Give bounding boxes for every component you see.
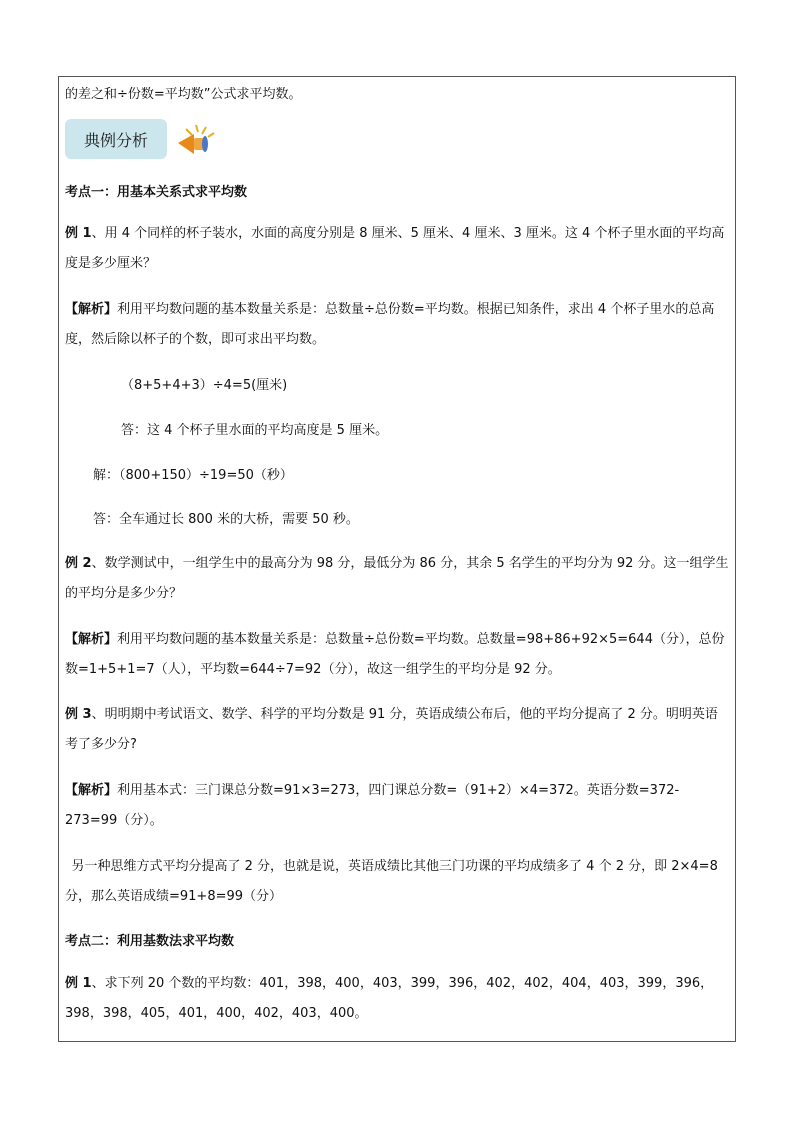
- example3-analysis: [65, 776, 729, 836]
- example3-analysis-text: 利用基本式：三门课总分数=91×3=273，四门课总分数=（91+2）×4=372。英语分数=372-273=99（分）。: [65, 783, 680, 828]
- example1-solution2: 解：（800+150）÷19=50（秒）: [93, 468, 293, 483]
- example3-label: 例 3: [65, 707, 92, 722]
- megaphone-icon: [172, 123, 222, 163]
- section-badge-label: 典例分析: [83, 130, 148, 150]
- content-frame: [58, 76, 736, 1042]
- example3-alternative: 另一种思维方式平均分提高了 2 分，也就是说，英语成绩比其他三门功课的平均成绩多了 4 个 2 分，即 2×4=8 分，那么英语成绩=91+8=99（分）: [65, 859, 718, 904]
- example2-label: 例 2: [65, 556, 92, 571]
- example1-analysis-label: 【解析】: [65, 302, 118, 317]
- example1-question: [65, 219, 729, 279]
- example4-label: 例 1: [65, 976, 92, 991]
- example4-question: [65, 969, 729, 1029]
- point2-title: 考点二：利用基数法求平均数: [65, 934, 235, 949]
- example3-question: [65, 700, 729, 760]
- example1-text: 、用 4 个同样的杯子装水，水面的高度分别是 8 厘米、5 厘米、4 厘米、3 厘米。这 4 个杯子里水面的平均高度是多少厘米？: [65, 226, 725, 271]
- example1-analysis: [65, 295, 729, 355]
- section-badge: [65, 119, 167, 159]
- example1-answer: 答：这 4 个杯子里水面的平均高度是 5 厘米。: [121, 423, 389, 438]
- example2-analysis-text: 利用平均数问题的基本数量关系是：总数量÷总份数=平均数。总数量=98+86+92×5=644（分），总份数=1+5+1=7（人），平均数=644÷7=92（分），故这一组学生的平均分是 92 分。: [65, 632, 725, 677]
- point1-title: 考点一：用基本关系式求平均数: [65, 185, 248, 200]
- intro-tail-text: 的差之和÷份数=平均数”公式求平均数。: [65, 87, 302, 102]
- example1-analysis-text: 利用平均数问题的基本数量关系是：总数量÷总份数=平均数。根据已知条件，求出 4 个杯子里水的总高度，然后除以杯子的个数，即可求出平均数。: [65, 302, 715, 347]
- example1-label: 例 1: [65, 226, 92, 241]
- example2-analysis-label: 【解析】: [65, 632, 118, 647]
- example1-answer2: 答：全车通过长 800 米的大桥，需要 50 秒。: [93, 512, 359, 527]
- example2-text: 、数学测试中，一组学生中的最高分为 98 分，最低分为 86 分，其余 5 名学生的平均分为 92 分。这一组学生的平均分是多少分？: [65, 556, 729, 601]
- example2-analysis: [65, 625, 729, 685]
- example3-text: 、明明期中考试语文、数学、科学的平均分数是 91 分，英语成绩公布后，他的平均分提高了 2 分。明明英语考了多少分?: [65, 707, 718, 752]
- example1-formula: （8+5+4+3）÷4=5(厘米): [121, 378, 288, 393]
- example3-analysis-label: 【解析】: [65, 783, 118, 798]
- example2-question: [65, 549, 729, 609]
- example4-text: 、求下列 20 个数的平均数：401，398，400，403，399，396，402，402，404，403，399，396，398，398，405，401，400，402，403，400。: [65, 976, 714, 1021]
